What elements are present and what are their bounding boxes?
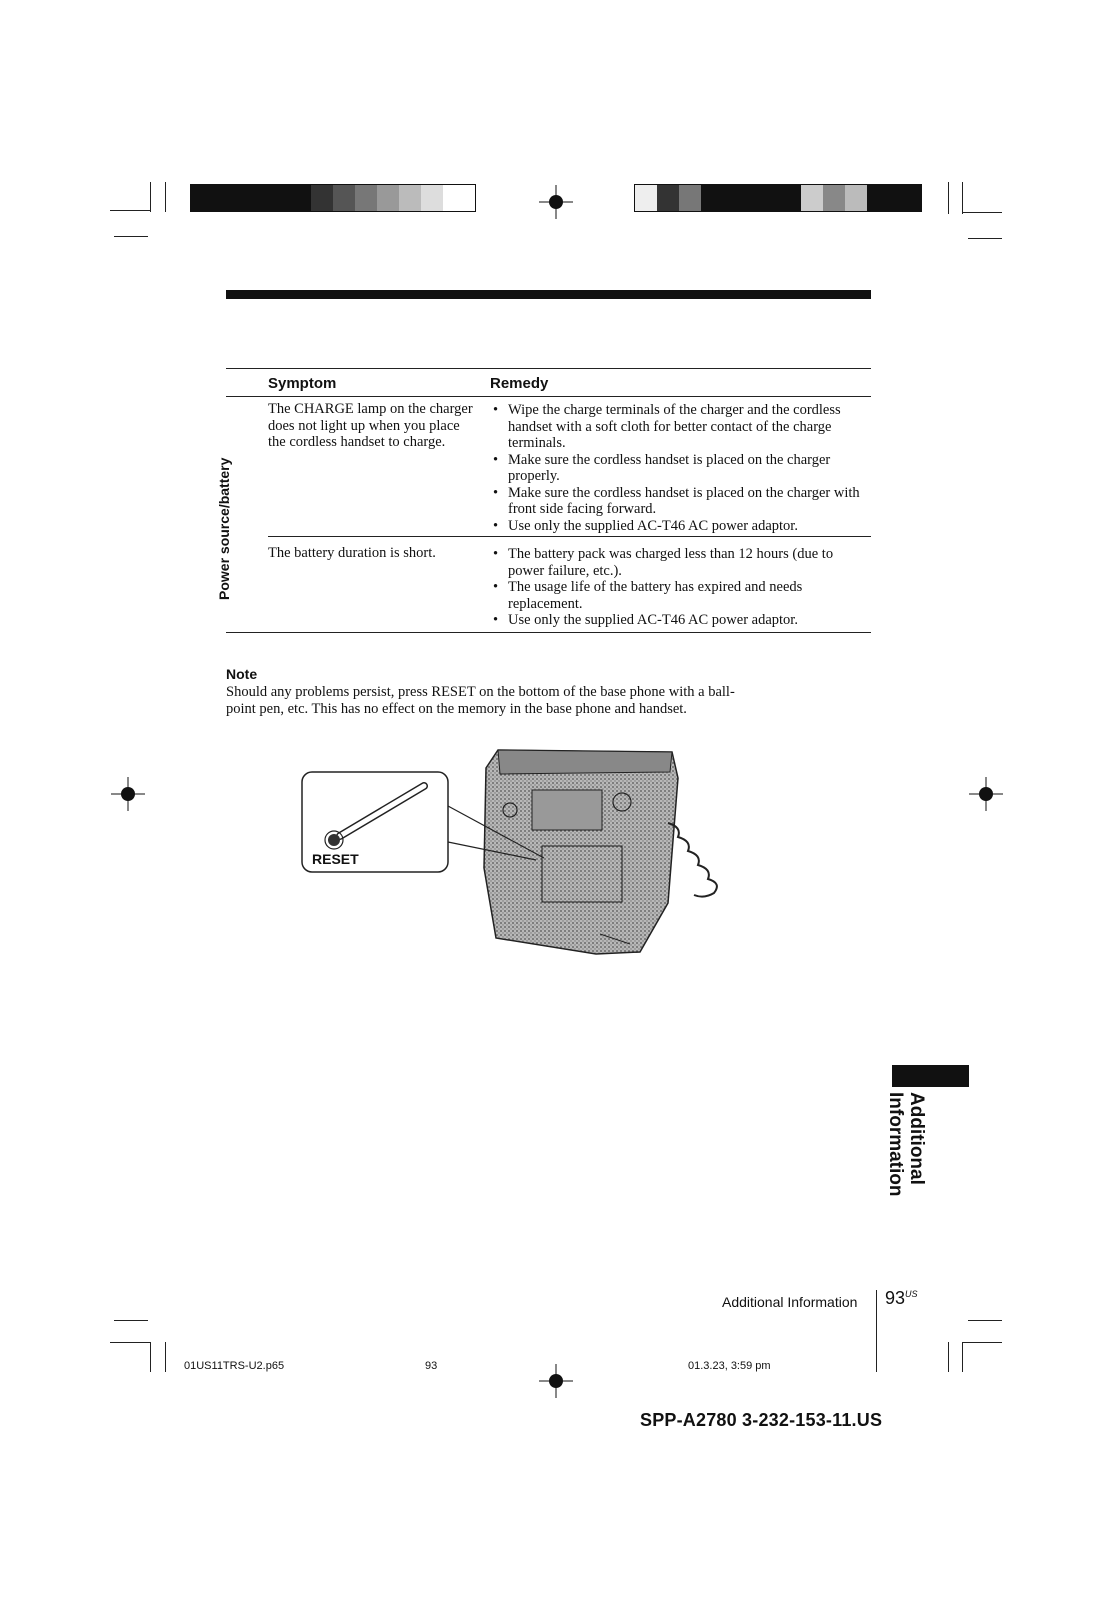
header-rule [226,290,871,299]
reset-callout-label: RESET [312,851,359,867]
registration-mark-bottom [539,1364,573,1398]
page-number-suffix: US [905,1289,918,1299]
remedy-item: • Make sure the cordless handset is placed on the charger properly. [490,452,870,485]
footer-section-title: Additional Information [722,1294,858,1310]
remedy-item: • Make sure the cordless handset is placed on the charger with front side facing forward. [490,485,870,518]
remedy-header: Remedy [490,375,549,392]
registration-mark-top [539,185,573,219]
symptom-header: Symptom [268,375,337,392]
part-code: SPP-A2780 3-232-153-11.US [640,1410,883,1430]
symptom-cell: The battery duration is short. [268,545,436,561]
remedy-list [490,546,870,629]
remedy-item: • The battery pack was charged less than 12 hours (due to power failure, etc.). [490,546,870,579]
remedy-item: • The usage life of the battery has expired and needs replacement. [490,579,870,612]
table-bottom-rule [226,632,871,633]
calibration-bar-left [190,184,476,212]
note-text: Should any problems persist, press RESET on the bottom of the base phone with a ball-point pen, etc. This has no effect on the memory in the base phone and handset. [226,684,735,717]
page-number [885,1288,918,1309]
calibration-bar-right [634,184,922,212]
section-tab-label: Additional Information [885,1092,927,1197]
section-label: Power source/battery [216,457,232,600]
remedy-item: • Use only the supplied AC-T46 AC power adaptor. [490,612,870,629]
table-top-rule [226,368,871,369]
registration-mark-right [969,777,1003,811]
row-divider [268,536,871,537]
remedy-item: • Use only the supplied AC-T46 AC power adaptor. [490,518,870,535]
header-bottom-rule [226,396,871,397]
symptom-cell: The CHARGE lamp on the charger does not light up when you place the cordless handset to charge. [268,401,473,450]
page-number-value: 93 [885,1288,906,1308]
note-title: Note [226,666,258,682]
remedy-item: • Wipe the charge terminals of the charger and the cordless handset with a soft cloth for better contact of the charge terminals. [490,402,870,452]
section-tab-block [892,1065,969,1087]
slug-page: 93 [425,1360,438,1372]
slug-filename: 01US11TRS-U2.p65 [184,1360,285,1372]
remedy-list [490,402,870,534]
slug-date: 01.3.23, 3:59 pm [688,1360,771,1372]
footer-divider [876,1290,877,1372]
registration-mark-left [111,777,145,811]
reset-illustration [300,738,720,988]
